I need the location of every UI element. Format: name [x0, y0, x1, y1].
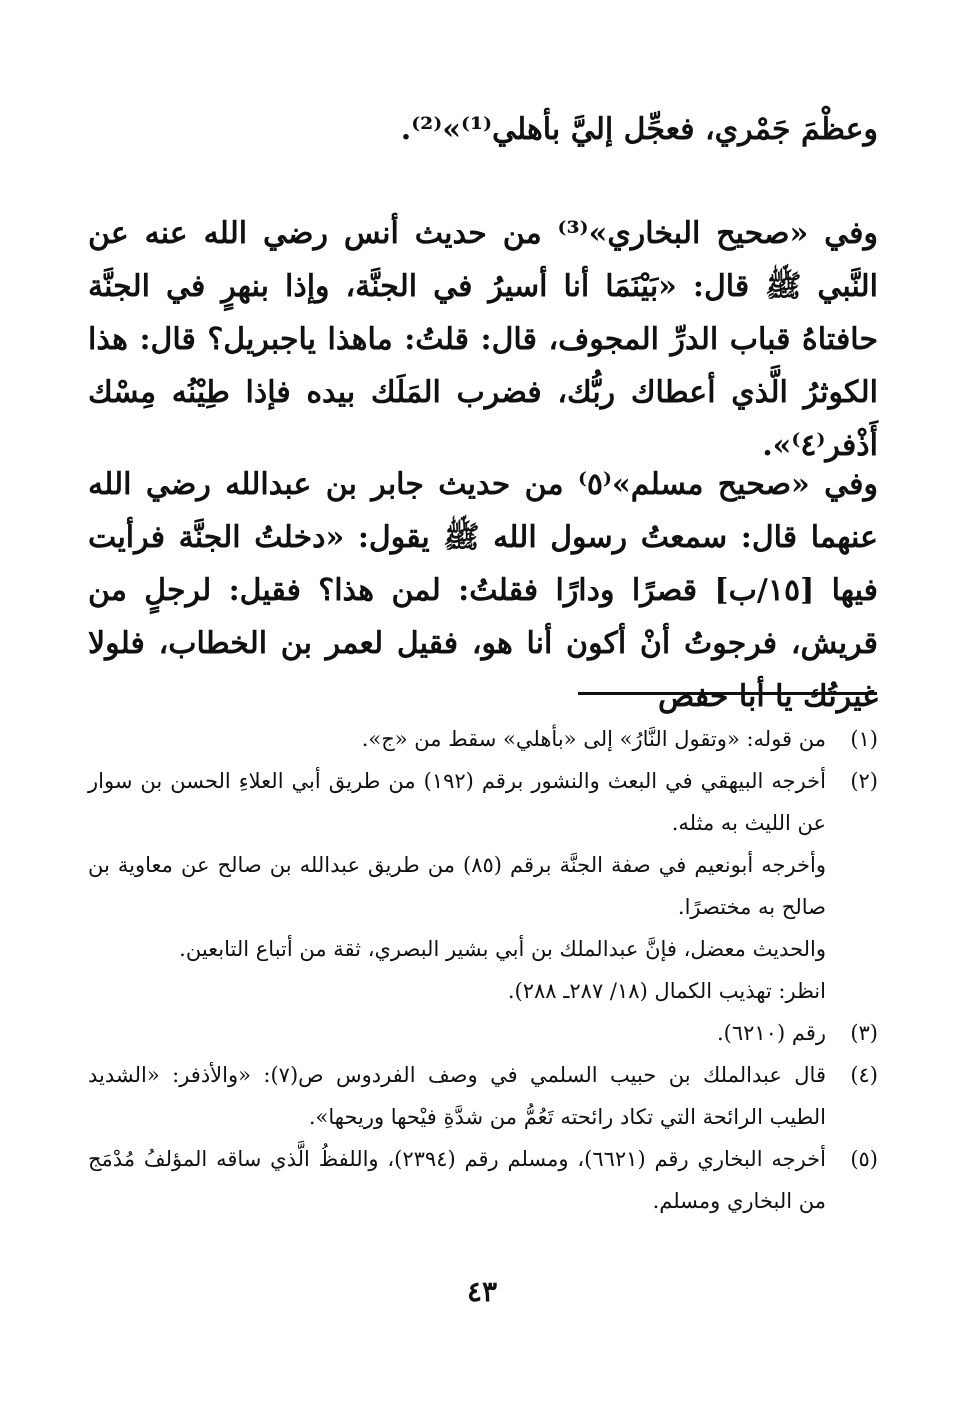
footnote-4: [88, 1054, 878, 1138]
paragraph-text: وفي «صحيح البخاري»⁽³⁾ من حديث أنس رضي الله عنه عن النَّبي ﷺ قال: «بَيْنَمَا أنا أسيرُ في الجنَّة، وإذا بنهرٍ في الجنَّة حافتاهُ قباب الدرِّ المجوف، قال: قلتُ: ماهذا ياجبريل؟ قال: هذا الكوثرُ الَّذي أعطاك ربُّك، فضرب المَلَك بيده فإذا طِيْنُه مِسْك أَذْفر⁽٤⁾».: [88, 216, 878, 463]
footnote-number: (٥): [850, 1147, 878, 1171]
footnote-number: (٤): [850, 1063, 878, 1087]
footnote-5: [88, 1138, 878, 1222]
footnote-2-continuation-1: وأخرجه أبونعيم في صفة الجنَّة برقم (٨٥) من طريق عبدالله بن صالح عن معاوية بن صالح به مختصرًا.: [88, 853, 826, 919]
footnote-text: أخرجه البيهقي في البعث والنشور برقم (١٩٢) من طريق أبي العلاءِ الحسن بن سوار عن الليث به مثله.: [88, 769, 826, 835]
footnote-number: (٣): [850, 1021, 878, 1045]
footnote-1: [88, 718, 878, 760]
footnote-number: (١): [850, 727, 878, 751]
footnote-3: [88, 1012, 878, 1054]
footnote-2: [88, 760, 878, 844]
footnote-text: رقم (٦٢١٠).: [716, 1021, 826, 1045]
footnote-2-continuation-3: انظر: تهذيب الكمال (١٨/ ٢٨٧ـ ٢٨٨).: [507, 979, 826, 1003]
main-text-paragraph-bukhari: [88, 207, 878, 472]
footnote-2-continuation-2: والحديث معضل، فإنَّ عبدالملك بن أبي بشير البصري، ثقة من أتباع التابعين.: [179, 937, 826, 961]
paragraph-text: وفي «صحيح مسلم»⁽٥⁾ من حديث جابر بن عبدالله رضي الله عنهما قال: سمعتُ رسول الله ﷺ يقول: «دخلتُ الجنَّة فرأيت فيها [١٥/ب] قصرًا ودارًا فقلتُ: لمن هذا؟ فقيل: لرجلٍ من قريش، فرجوتُ أنْ أكون أنا هو، فقيل لعمر بن الخطاب، فلولا غيرتُك يا أبا حفص: [88, 467, 878, 714]
footnote-text: من قوله: «وتقول النَّارُ» إلى «بأهلي» سقط من «ج».: [361, 727, 826, 751]
page-number: ٤٣: [466, 1275, 498, 1308]
footnote-separator-rule: [578, 692, 877, 695]
footnote-number: (٢): [850, 769, 878, 793]
paragraph-text: وعظْمَ جَمْري، فعجِّل إليَّ بأهلي⁽¹⁾»⁽²⁾.: [400, 112, 878, 147]
footnotes-section: [88, 718, 878, 1222]
footnote-text: أخرجه البخاري رقم (٦٦٢١)، ومسلم رقم (٢٣٩٤)، واللفظُ الَّذي ساقه المؤلفُ مُدْمَج من البخاري ومسلم.: [88, 1147, 826, 1213]
footnote-text: قال عبدالملك بن حبيب السلمي في وصف الفردوس ص(٧): «والأذفر: «الشديد الطيب الرائحة التي تكاد رائحته تَعُمُّ من شدَّةِ فيْحها وريحها».: [88, 1063, 826, 1129]
main-text-paragraph-continuation: [88, 103, 878, 156]
main-text-paragraph-muslim: [88, 458, 878, 723]
